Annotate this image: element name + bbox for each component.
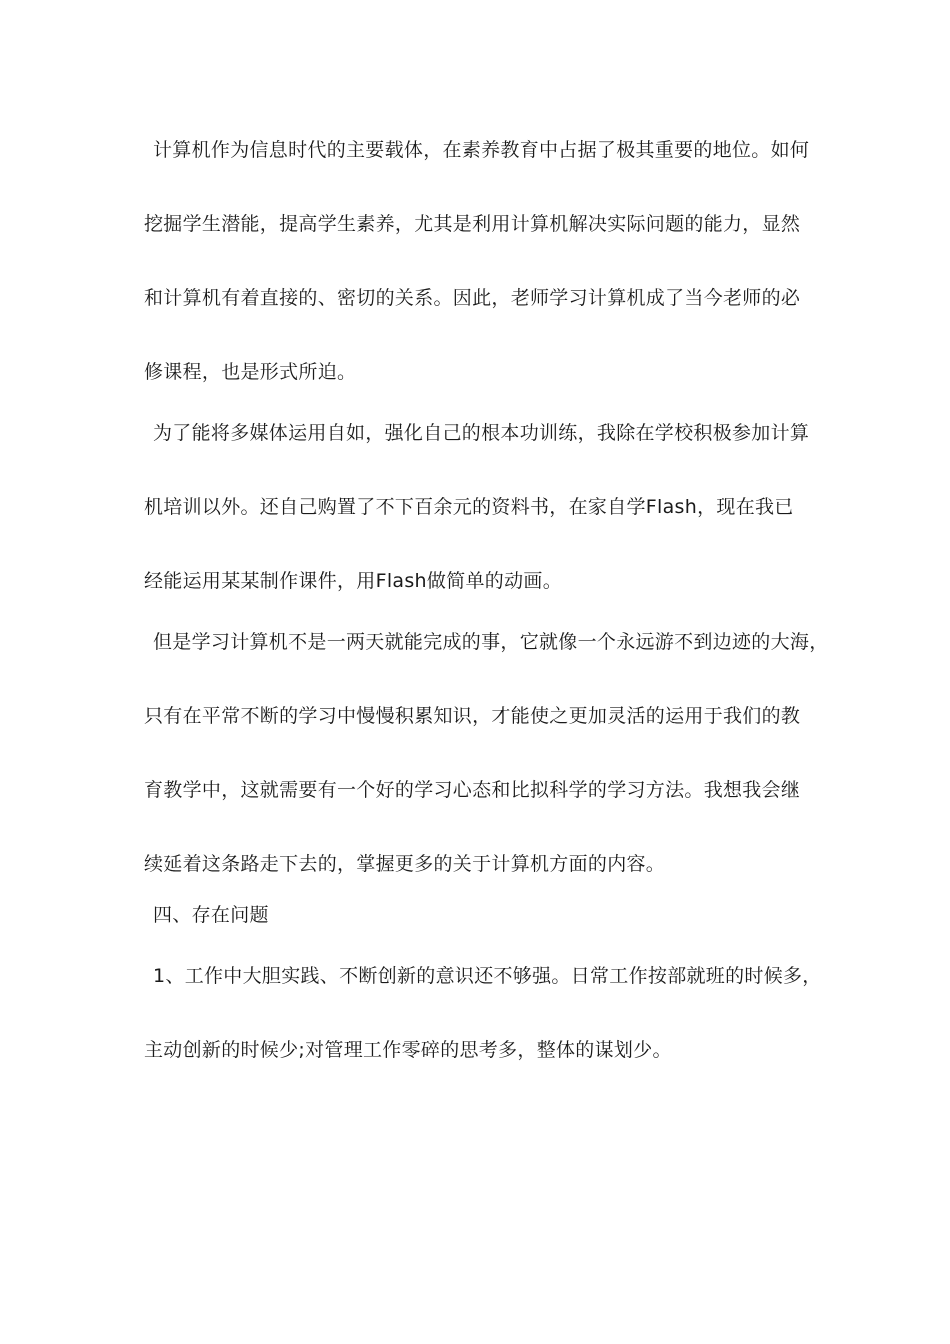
paragraph-line: 经能运用某某制作课件，用Flash做简单的动画。 — [144, 570, 562, 592]
paragraph-line: 只有在平常不断的学习中慢慢积累知识，才能使之更加灵活的运用于我们的教 — [144, 705, 801, 727]
paragraph-line: 计算机作为信息时代的主要载体，在素养教育中占据了极其重要的地位。如何 — [153, 139, 810, 161]
list-item-line: 1、工作中大胆实践、不断创新的意识还不够强。日常工作按部就班的时候多， — [153, 965, 822, 987]
paragraph-line: 和计算机有着直接的、密切的关系。因此，老师学习计算机成了当今老师的必 — [144, 287, 801, 309]
paragraph-line: 育教学中，这就需要有一个好的学习心态和比拟科学的学习方法。我想我会继 — [144, 779, 801, 801]
paragraph-line: 机培训以外。还自己购置了不下百余元的资料书，在家自学Flash，现在我已 — [144, 496, 794, 518]
section-heading: 四、存在问题 — [153, 904, 269, 926]
list-item-line: 主动创新的时候少;对管理工作零碎的思考多，整体的谋划少。 — [144, 1039, 672, 1061]
paragraph-line: 挖掘学生潜能，提高学生素养，尤其是利用计算机解决实际问题的能力，显然 — [144, 213, 801, 235]
paragraph-line: 续延着这条路走下去的，掌握更多的关于计算机方面的内容。 — [144, 853, 666, 875]
paragraph-line: 但是学习计算机不是一两天就能完成的事，它就像一个永远游不到边迹的大海， — [153, 631, 829, 653]
paragraph-line: 修课程，也是形式所迫。 — [144, 361, 357, 383]
paragraph-line: 为了能将多媒体运用自如，强化自己的根本功训练，我除在学校积极参加计算 — [153, 422, 810, 444]
document-body — [144, 128, 829, 1062]
